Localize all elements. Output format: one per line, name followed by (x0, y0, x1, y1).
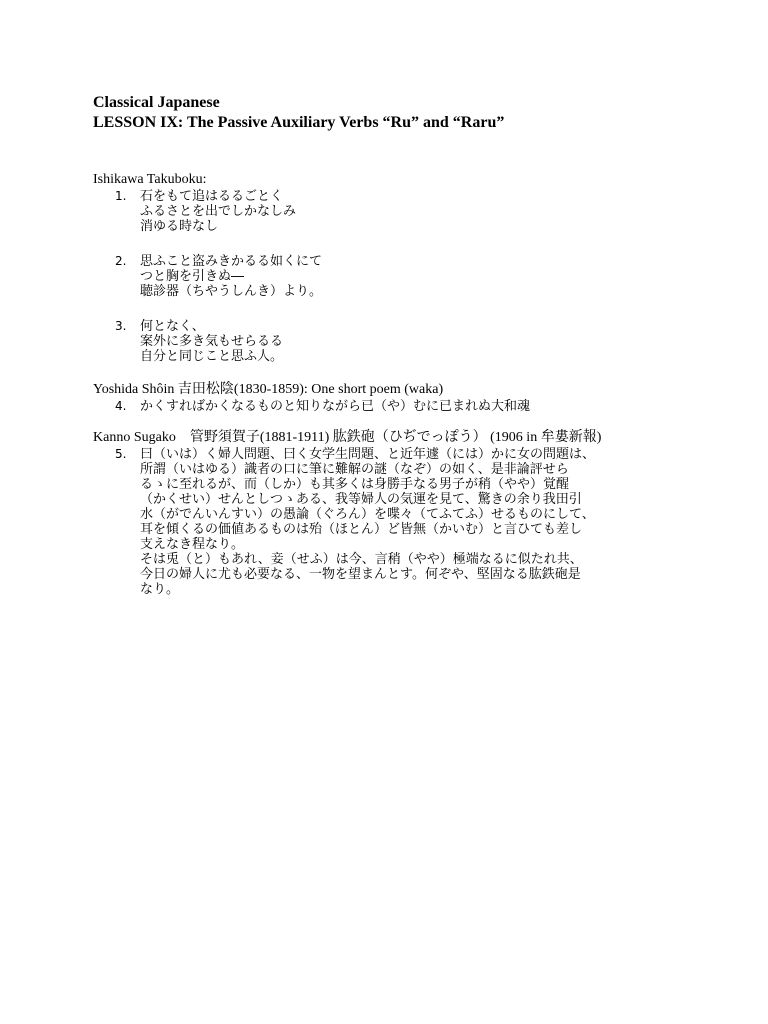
poem-line: 何となく、 (140, 319, 205, 334)
document-title: Classical Japanese (93, 94, 220, 111)
poem-line: つと胸を引きぬ― (140, 269, 245, 284)
item-number: 3. (115, 319, 127, 333)
document-page (93, 93, 693, 597)
prose-line: 所謂（いはゆる）識者の口に筆に難解の謎（なぞ）の如く、是非論評せら (140, 462, 569, 477)
item-number: 4. (115, 399, 127, 413)
poem-item (93, 189, 693, 234)
section-heading: Yoshida Shôin 吉田松陰(1830-1859): One short poem (waka) (93, 382, 444, 397)
section-heading: Ishikawa Takuboku: (93, 172, 207, 187)
section-takuboku (93, 171, 693, 364)
poem-line: 思ふこと盗みきかるる如くにて (140, 254, 323, 269)
section-yoshida (93, 381, 693, 414)
poem-line: かくすればかくなるものと知りながら已（や）むに已まれぬ大和魂 (140, 399, 531, 414)
section-heading: Kanno Sugako 管野須賀子(1881-1911) 肱鉄砲（ひぢでっぽう） (1906 in 牟婁新報) (93, 430, 602, 445)
prose-line: なり。 (140, 582, 180, 597)
section-kanno (93, 429, 693, 597)
poem-line: 自分と同じこと思ふ人。 (140, 349, 284, 364)
poem-item (93, 254, 693, 299)
prose-line: 耳を傾くるの価値あるものは殆（ほとん）ど皆無（かいむ）と言ひても差し (140, 522, 583, 537)
prose-line: 水（がでんいんすい）の愚論（ぐろん）を喋々（てふてふ）せるものにして、 (140, 507, 595, 522)
poem-line: 聴診器（ちやうしんき）より。 (140, 284, 323, 299)
lesson-title: LESSON IX: The Passive Auxiliary Verbs “Ru” and “Raru” (93, 114, 505, 131)
prose-line: そは兎（と）もあれ、妾（せふ）は今、言稍（やや）極端なるに似たれ共、 (140, 552, 583, 567)
item-number: 2. (115, 254, 127, 268)
poem-line: 消ゆる時なし (140, 219, 219, 234)
prose-line: るゝに至れるが、而（しか）も其多くは身勝手なる男子が稍（やや）覚醒 (140, 477, 570, 492)
prose-item (93, 447, 693, 597)
item-number: 1. (115, 189, 127, 203)
prose-line: 支えなき程なり。 (140, 537, 245, 552)
poem-item (93, 399, 693, 414)
prose-line: （かくせい）せんとしつゝある、我等婦人の気運を見て、驚きの余り我田引 (140, 492, 582, 507)
prose-line: 今日の婦人に尤も必要なる、一物を望まんとす。何ぞや、堅固なる肱鉄砲是 (140, 567, 581, 582)
poem-line: ふるさとを出でしかなしみ (140, 204, 297, 219)
item-number: 5. (115, 447, 127, 461)
prose-line: 曰（いは）く婦人問題、曰く女学生問題、と近年遽（には）かに女の問題は、 (140, 447, 596, 462)
poem-item (93, 319, 693, 364)
poem-line: 石をもて追はるるごとく (140, 189, 284, 204)
poem-line: 案外に多き気もせらるる (140, 334, 284, 349)
